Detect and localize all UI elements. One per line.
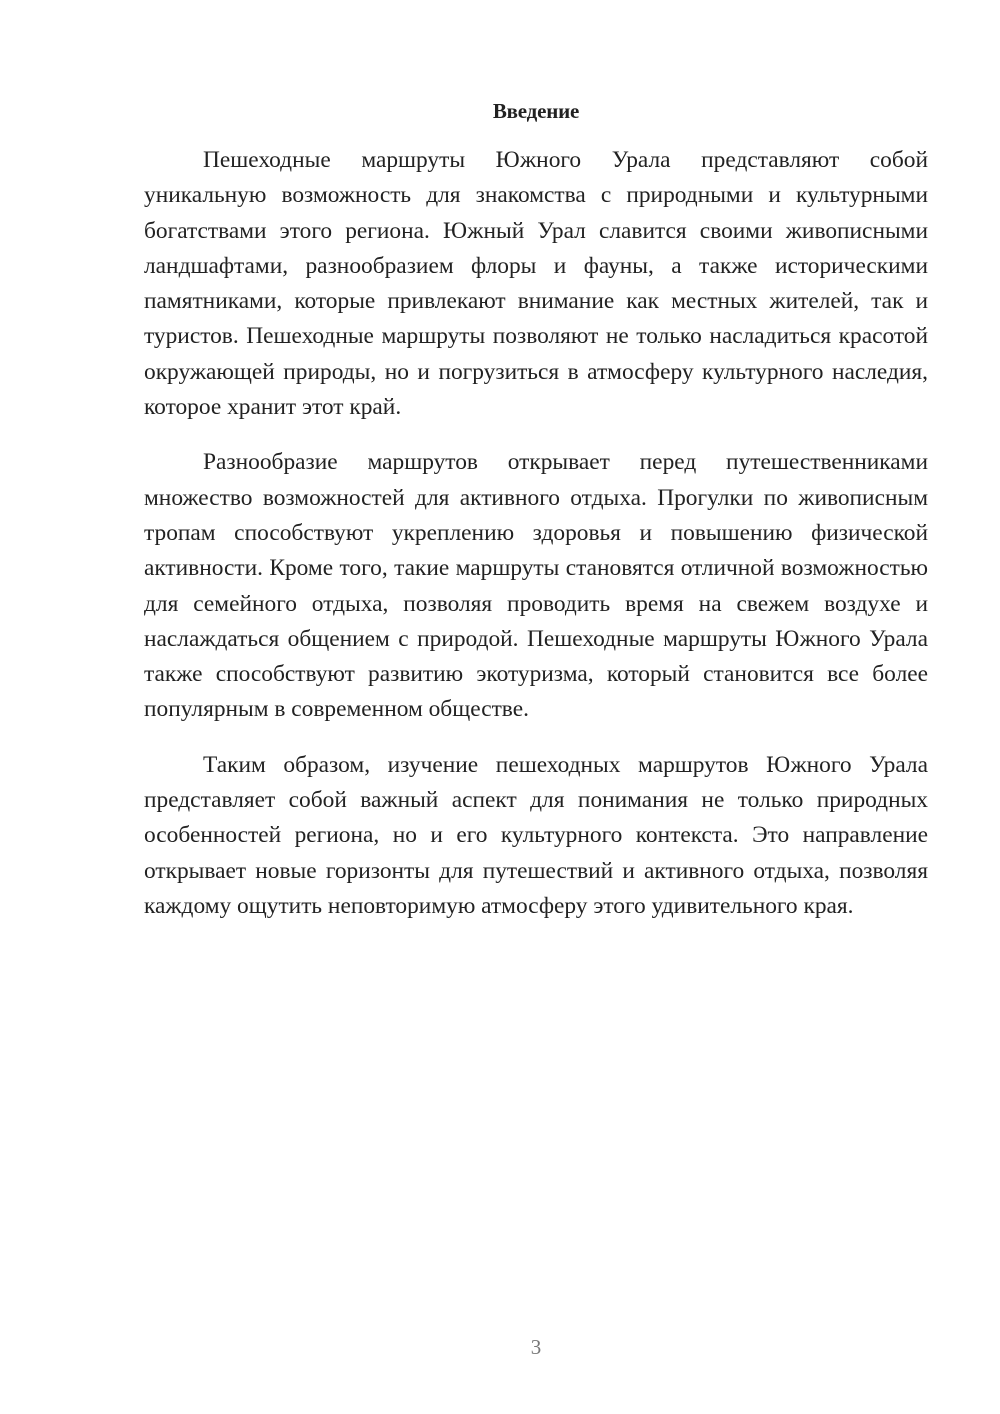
paragraph-3: Таким образом, изучение пешеходных маршрутов Южного Урала представляет собой важный аспект для понимания не только природных особенностей региона, но и его культурного контекста. Это направление открывает новые горизонты для путешествий и активного отдыха, позволяя каждому ощутить неповторимую атмосферу этого удивительного края. [144,751,928,919]
paragraph-1: Пешеходные маршруты Южного Урала представляют собой уникальную возможность для знакомства с природными и культурными богатствами этого региона. Южный Урал славится своими живописными ландшафтами, разнообразием флоры и фауны, а также историческими памятниками, которые привлекают внимание как местных жителей, так и туристов. Пешеходные маршруты позволяют не только насладиться красотой окружающей природы, но и погрузиться в атмосферу культурного наследия, которое хранит этот край. [144,147,928,421]
section-heading: Введение [492,99,580,123]
paragraph-2: Разнообразие маршрутов открывает перед путешественниками множество возможностей для активного отдыха. Прогулки по живописным тропам способствуют укреплению здоровья и повышению физической активности. Кроме того, такие маршруты становятся отличной возможностью для семейного отдыха, позволяя проводить время на свежем воздухе и наслаждаться общением с природой. Пешеходные маршруты Южного Урала также способствуют развитию экотуризма, который становится все более популярным в современном обществе. [144,449,928,723]
page-content [144,96,928,944]
page-number: 3 [530,1335,542,1359]
